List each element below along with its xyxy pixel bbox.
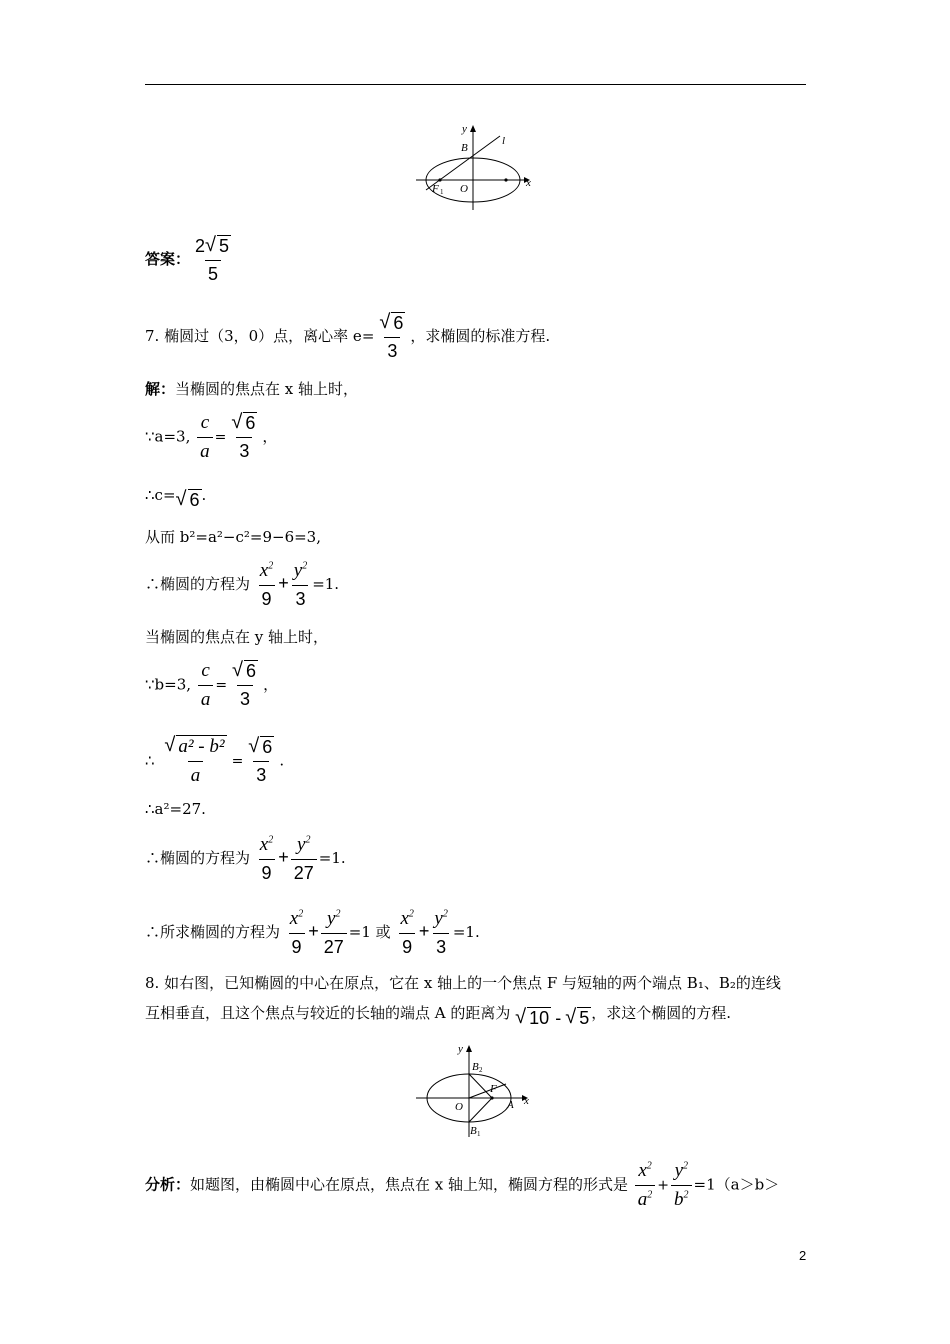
sqrt: √ 5 <box>205 234 230 256</box>
question-8-line-2: 互相垂直，且这个焦点与较近的长轴的端点 A 的距离为 √ 10 - √ 5 ，求这个椭圆的方程. <box>145 1004 731 1028</box>
fraction-y2-over-27: $\frac{y^2}{27}$ <box>291 834 317 884</box>
fraction-y2-over-3: $\frac{y^2}{3}$ <box>434 908 448 957</box>
fig2-label-B2-sub: 2 <box>479 1066 483 1074</box>
solution-line-5: ∴椭圆的方程为 $\frac{x^2}{9}$ + $\frac{y^2}{3}$ =1. <box>145 560 340 609</box>
page-number: 2 <box>799 1248 807 1263</box>
fraction-x2-over-9: $\frac{x^2}{9}$ <box>289 908 304 957</box>
sqrt: √ 10 <box>515 1006 550 1028</box>
fraction-c-over-a: $\frac{c}{a}$ <box>197 412 213 463</box>
fraction-y2-over-b2: $\frac{y^2}{b^2}$ <box>671 1160 692 1211</box>
solution-line-6: 当椭圆的焦点在 y 轴上时， <box>145 628 329 646</box>
fig2-label-F: F <box>490 1083 497 1095</box>
answer-label: 答案： <box>145 250 191 269</box>
fig1-label-y: y <box>462 123 467 135</box>
analysis-line: 分析：如题图，由椭圆中心在原点，焦点在 x 轴上知，椭圆方程的形式是 $\frac{x^2}{a^2}$ + $\frac{y^2}{b^2}$ =1（a＞b＞ <box>145 1160 780 1210</box>
figure-ellipse-line <box>412 118 542 214</box>
fraction-c-over-a: $\frac{c}{a}$ <box>198 660 214 711</box>
fraction-sqrt6-over-3: √ 6 3 <box>231 411 256 461</box>
solution-line-11: ∴所求椭圆的方程为 $\frac{x^2}{9}$ + $\frac{y^2}{27}$ =1 或 $\frac{x^2}{9}$ + $\frac{y^2}{3}$ =1. <box>145 908 480 957</box>
fraction-x2-over-a2: $\frac{x^2}{a^2}$ <box>635 1160 656 1211</box>
fraction-x2-over-9: $\frac{x^2}{9}$ <box>259 560 274 609</box>
fraction-x2-over-9: $\frac{x^2}{9}$ <box>259 834 274 883</box>
fig1-label-B: B <box>461 142 468 154</box>
fig2-label-y: y <box>458 1043 463 1055</box>
fraction-sqrt-a2-b2-over-a: √ a² - b² a <box>164 734 225 786</box>
fig1-label-O: O <box>460 183 468 195</box>
fig2-label-O: O <box>455 1101 463 1113</box>
solution-line-10: ∴椭圆的方程为 $\frac{x^2}{9}$ + $\frac{y^2}{27}$ =1. <box>145 834 346 883</box>
fig1-label-F1-sub: 1 <box>440 188 444 196</box>
sqrt: √ 6 <box>379 311 404 333</box>
fig1-label-l: l <box>502 135 506 147</box>
fraction-x2-over-9: $\frac{x^2}{9}$ <box>400 908 414 957</box>
fig2-label-B1: B <box>470 1125 477 1137</box>
fraction-y2-over-3: $\frac{y^2}{3}$ <box>293 560 308 609</box>
solution-line-2: ∵a=3, $\frac{c}{a}$ = √ 6 3 ， <box>145 411 278 462</box>
solution-line-1: 解：当椭圆的焦点在 x 轴上时， <box>145 380 359 398</box>
solution-line-3: ∴c= √ 6 . <box>145 486 207 510</box>
fig2-label-B2: B <box>472 1061 479 1073</box>
sqrt: √ 6 <box>232 659 257 682</box>
header-rule <box>145 84 806 85</box>
answer-line <box>145 236 236 284</box>
sqrt: √ 6 <box>175 488 200 510</box>
fig2-label-x: x <box>524 1095 529 1107</box>
answer-fraction: 2 √ 5 5 <box>195 234 230 284</box>
solution-line-4: 从而 b²=a²−c²=9−6=3, <box>145 528 321 546</box>
sqrt: √ 5 <box>565 1006 590 1028</box>
figure-ellipse-focus <box>412 1040 542 1140</box>
q7-eccentricity: √ 6 3 <box>379 311 404 361</box>
fraction-y2-over-27: $\frac{y^2}{27}$ <box>321 908 347 958</box>
sqrt: √ a² - b² <box>164 734 225 757</box>
fig2-label-A: A <box>507 1099 514 1111</box>
question-8-line-1: 8. 如右图，已知椭圆的中心在原点，它在 x 轴上的一个焦点 F 与短轴的两个端点 B₁、B₂的连线 <box>145 974 781 992</box>
fig1-label-x: x <box>526 177 531 189</box>
fraction-sqrt6-over-3: √ 6 3 <box>248 735 273 785</box>
fraction-sqrt6-over-3: √ 6 3 <box>232 659 257 709</box>
solution-line-9: ∴a²=27. <box>145 800 206 818</box>
question-7: 7. 椭圆过（3，0）点，离心率 e= √ 6 3 ，求椭圆的标准方程. <box>145 311 551 361</box>
solution-line-7: ∵b=3, $\frac{c}{a}$ = √ 6 3 ， <box>145 659 279 710</box>
fig2-label-B1-sub: 1 <box>477 1130 481 1138</box>
solution-line-8: ∴ √ a² - b² a = √ 6 3 . <box>145 734 285 786</box>
sqrt: √ 6 <box>248 735 273 758</box>
sqrt: √ 6 <box>231 411 256 434</box>
fig1-label-F1: F <box>432 183 439 195</box>
